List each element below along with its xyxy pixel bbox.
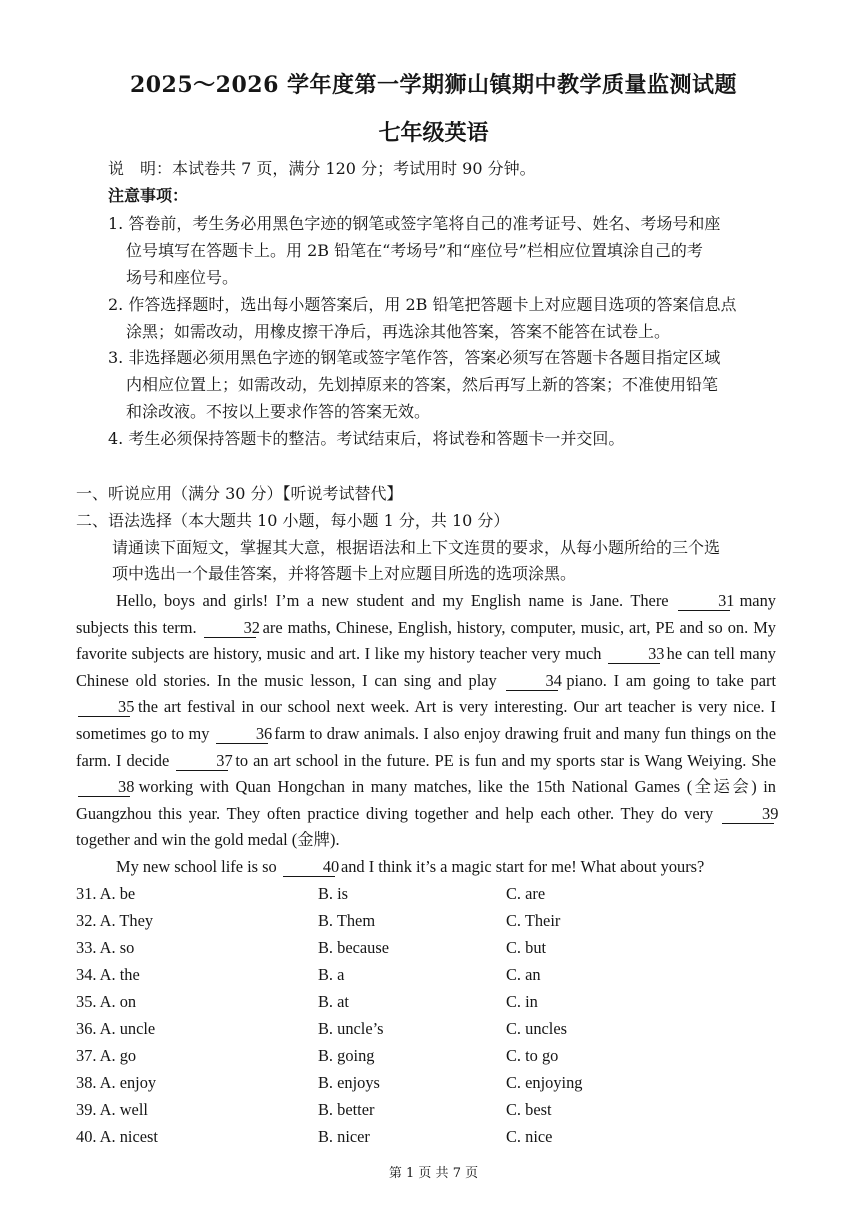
option-c: C. in — [506, 992, 538, 1011]
passage-text: and I think it’s a magic start for me! What about yours? — [340, 856, 705, 876]
answer-blank: 33 — [608, 645, 660, 664]
question-options-38 — [76, 1073, 796, 1100]
passage-text: piano. I am going to take part — [566, 670, 777, 690]
option-c: C. nice — [506, 1127, 553, 1146]
section-heading-grammar: 二、语法选择（本大题共 10 小题，每小题 1 分，共 10 分） — [76, 511, 510, 530]
option-a: 40. A. nicest — [76, 1127, 158, 1146]
question-options-34 — [76, 965, 796, 992]
note-line: 2. 作答选择题时，选出每小题答案后，用 2B 铅笔把答题卡上对应题目选项的答案信息点 — [108, 295, 737, 314]
passage-text: together and win the gold medal (金牌). — [76, 830, 340, 850]
question-options-33 — [76, 938, 796, 965]
option-c: C. Their — [506, 911, 561, 930]
passage-text: farm to draw animals. I also enjoy drawing fruit and many fun things on the farm. I decide — [76, 723, 776, 770]
notes-heading: 注意事项： — [108, 186, 189, 205]
option-c: C. uncles — [506, 1019, 568, 1038]
option-b: B. at — [318, 992, 349, 1011]
option-a: 33. A. so — [76, 938, 135, 957]
option-b: B. nicer — [318, 1127, 370, 1146]
section-instruction: 请通读下面短文，掌握其大意，根据语法和上下文连贯的要求，从每小题所给的三个选 — [112, 538, 721, 557]
answer-blank: 39 — [722, 805, 774, 824]
question-options-36 — [76, 1019, 796, 1046]
option-c: C. enjoying — [506, 1073, 583, 1092]
note-line: 内相应位置上；如需改动，先划掉原来的答案，然后再写上新的答案；不准使用铅笔 — [126, 375, 719, 394]
option-c: C. best — [506, 1100, 552, 1119]
option-b: B. Them — [318, 911, 376, 930]
option-b: B. a — [318, 965, 345, 984]
answer-blank: 35 — [78, 698, 130, 717]
option-a: 36. A. uncle — [76, 1019, 156, 1038]
passage-text: the art festival in our school next week. Art is very interesting. Our art teacher is very nice. I sometimes go to my — [76, 697, 776, 743]
option-b: B. uncle’s — [318, 1019, 384, 1038]
option-a: 35. A. on — [76, 992, 137, 1011]
answer-blank: 32 — [204, 619, 256, 638]
reading-passage — [76, 588, 779, 881]
answer-blank: 38 — [78, 778, 130, 797]
note-line: 涂黑；如需改动，用橡皮擦干净后，再选涂其他答案，答案不能答在试卷上。 — [126, 322, 671, 341]
exam-title: 2025～2026 学年度第一学期狮山镇期中教学质量监测试题 — [129, 72, 738, 98]
note-line: 1. 答卷前，考生务必用黑色字迹的钢笔或签字笔将自己的准考证号、姓名、考场号和座 — [108, 214, 721, 233]
answer-blank: 37 — [176, 752, 228, 771]
option-b: B. going — [318, 1046, 375, 1065]
passage-text: My new school life is so — [116, 856, 277, 876]
option-a: 39. A. well — [76, 1100, 148, 1119]
question-options-40 — [76, 1127, 796, 1154]
question-options-37 — [76, 1046, 796, 1073]
passage-text: working with Quan Hongchan in many matches, like the 15th National Games (全运会) in Guangzhou this year. They often practice diving together and help each other. They do very — [76, 777, 776, 823]
note-line: 3. 非选择题必须用黑色字迹的钢笔或签字笔作答，答案必须写在答题卡各题目指定区域 — [108, 348, 721, 367]
option-c: C. to go — [506, 1046, 559, 1065]
passage-text: he can tell many Chinese old stories. In the music lesson, I can sing and play — [76, 644, 776, 690]
passage-paragraph — [76, 588, 779, 854]
question-options-32 — [76, 911, 796, 938]
answer-blank: 31 — [678, 592, 730, 611]
option-a: 37. A. go — [76, 1046, 137, 1065]
note-line: 和涂改液。不按以上要求作答的答案无效。 — [126, 402, 431, 421]
passage-text: to an art school in the future. PE is fun and my sports star is Wang Weiying. She — [235, 750, 776, 770]
question-options-39 — [76, 1100, 796, 1127]
note-line: 场号和座位号。 — [126, 268, 239, 287]
option-a: 38. A. enjoy — [76, 1073, 157, 1092]
note-line: 位号填写在答题卡上。用 2B 铅笔在“考场号”和“座位号”栏相应位置填涂自己的考 — [126, 241, 703, 260]
answer-blank: 40 — [283, 858, 335, 877]
description: 说 明：本试卷共 7 页，满分 120 分；考试用时 90 分钟。 — [108, 159, 536, 178]
option-b: B. enjoys — [318, 1073, 380, 1092]
answer-blank: 34 — [506, 672, 558, 691]
option-c: C. are — [506, 884, 546, 903]
option-a: 31. A. be — [76, 884, 136, 903]
passage-text: many subjects this term. — [76, 591, 776, 637]
section-heading-listening: 一、听说应用（满分 30 分）【听说考试替代】 — [76, 484, 403, 503]
option-b: B. better — [318, 1100, 375, 1119]
passage-text: Hello, boys and girls! I’m a new student and my English name is Jane. There — [116, 591, 669, 610]
passage-text: are maths, Chinese, English, history, computer, music, art, PE and so on. My favorite subjects are history, music and art. I like my history teacher very much — [76, 617, 776, 664]
option-a: 32. A. They — [76, 911, 154, 930]
question-options-31 — [76, 884, 796, 911]
answer-blank: 36 — [216, 725, 268, 744]
option-c: C. an — [506, 965, 541, 984]
option-b: B. because — [318, 938, 389, 957]
option-a: 34. A. the — [76, 965, 140, 984]
section-instruction: 项中选出一个最佳答案，并将答题卡上对应题目所选的选项涂黑。 — [112, 564, 577, 583]
question-options-35 — [76, 992, 796, 1019]
page-number: 第 1 页 共 7 页 — [388, 1166, 479, 1181]
exam-subtitle: 七年级英语 — [378, 120, 489, 146]
option-c: C. but — [506, 938, 547, 957]
note-line: 4. 考生必须保持答题卡的整洁。考试结束后，将试卷和答题卡一并交回。 — [108, 429, 625, 448]
option-b: B. is — [318, 884, 349, 903]
passage-paragraph — [76, 854, 776, 881]
